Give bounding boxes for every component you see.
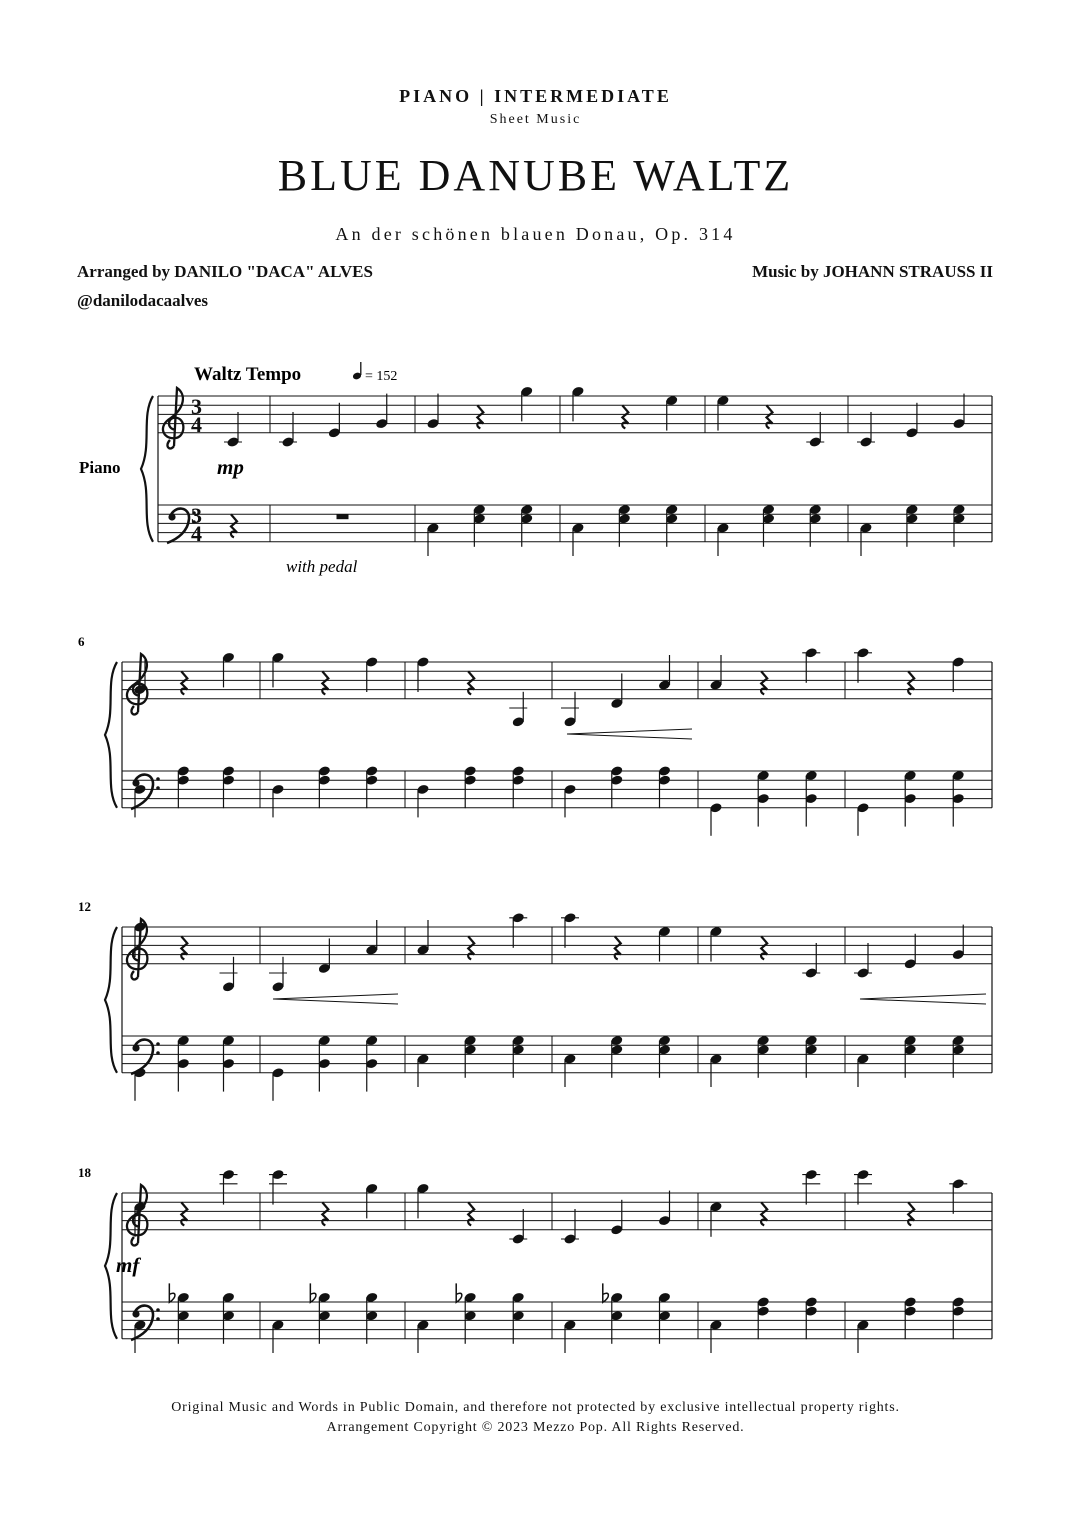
quarter-rest-icon xyxy=(181,671,187,694)
subtitle: An der schönen blauen Donau, Op. 314 xyxy=(335,224,736,244)
bass-clef-dot xyxy=(156,786,160,790)
bass-clef-dot xyxy=(156,777,160,781)
brace xyxy=(105,927,117,1073)
quarter-rest-icon xyxy=(468,936,474,959)
quarter-rest-icon xyxy=(766,405,772,428)
quarter-rest-icon xyxy=(468,1202,474,1225)
quarter-rest-icon xyxy=(908,671,914,694)
composer-credit: Music by JOHANN STRAUSS II xyxy=(752,262,993,281)
bass-clef-head xyxy=(132,1310,139,1317)
quarter-rest-icon xyxy=(761,936,767,959)
page-title: BLUE DANUBE WALTZ xyxy=(277,151,794,200)
quarter-rest-icon xyxy=(231,514,237,537)
flat-icon xyxy=(169,1283,175,1302)
quarter-rest-icon xyxy=(622,405,628,428)
quarter-rest-icon xyxy=(181,936,187,959)
time-signature-top: 3 xyxy=(191,394,202,419)
time-signature-bottom: 4 xyxy=(191,521,202,546)
bass-clef-dot xyxy=(156,1042,160,1046)
arranger-credit: Arranged by DANILO "DACA" ALVES xyxy=(77,262,373,281)
instrument-name: Piano xyxy=(79,458,121,477)
measure-number-6: 6 xyxy=(78,634,85,649)
bass-clef-head xyxy=(168,513,175,520)
arranger-handle: @danilodacaalves xyxy=(77,291,209,310)
bass-clef-head xyxy=(132,779,139,786)
copyright-line-2: Arrangement Copyright © 2023 Mezzo Pop. All Rights Reserved. xyxy=(326,1420,745,1435)
crescendo-hairpin xyxy=(567,729,692,739)
staff-systems xyxy=(105,388,992,1340)
tempo-marking: Waltz Tempo xyxy=(194,364,302,385)
treble-clef-icon xyxy=(127,654,147,714)
quarter-rest-icon xyxy=(908,1202,914,1225)
dynamic-mp: mp xyxy=(217,455,244,479)
bass-clef-head xyxy=(132,1044,139,1051)
quarter-rest-icon xyxy=(181,1202,187,1225)
bass-clef-dot xyxy=(156,1317,160,1321)
treble-clef-icon xyxy=(163,388,183,448)
category-label: PIANO | INTERMEDIATE xyxy=(399,86,672,106)
treble-clef-icon xyxy=(127,1185,147,1245)
crescendo-hairpin xyxy=(273,994,398,1004)
quarter-rest-icon xyxy=(761,1202,767,1225)
copyright-line-1: Original Music and Words in Public Domain, and therefore not protected by exclusive intellectual property rights. xyxy=(171,1400,900,1415)
whole-rest-icon xyxy=(337,514,349,519)
measure-number-12: 12 xyxy=(78,899,91,914)
dynamic-mf: mf xyxy=(116,1253,140,1277)
metronome-value: = 152 xyxy=(365,369,398,384)
flat-icon xyxy=(603,1283,609,1302)
quarter-rest-icon xyxy=(761,671,767,694)
quarter-rest-icon xyxy=(322,671,328,694)
crescendo-hairpin xyxy=(860,994,986,1004)
brace xyxy=(141,396,153,542)
time-signature-bottom: 4 xyxy=(191,412,202,437)
quarter-rest-icon xyxy=(615,936,621,959)
measure-number-18: 18 xyxy=(78,1165,91,1180)
bass-clef-dot xyxy=(156,1051,160,1055)
brace xyxy=(105,662,117,808)
flat-icon xyxy=(310,1283,316,1302)
document-type: Sheet Music xyxy=(489,112,582,127)
bass-clef-dot xyxy=(156,1308,160,1312)
flat-icon xyxy=(456,1283,462,1302)
quarter-rest-icon xyxy=(468,671,474,694)
pedal-instruction: with pedal xyxy=(286,557,358,576)
quarter-rest-icon xyxy=(477,405,483,428)
time-signature-top: 3 xyxy=(191,503,202,528)
quarter-rest-icon xyxy=(322,1202,328,1225)
